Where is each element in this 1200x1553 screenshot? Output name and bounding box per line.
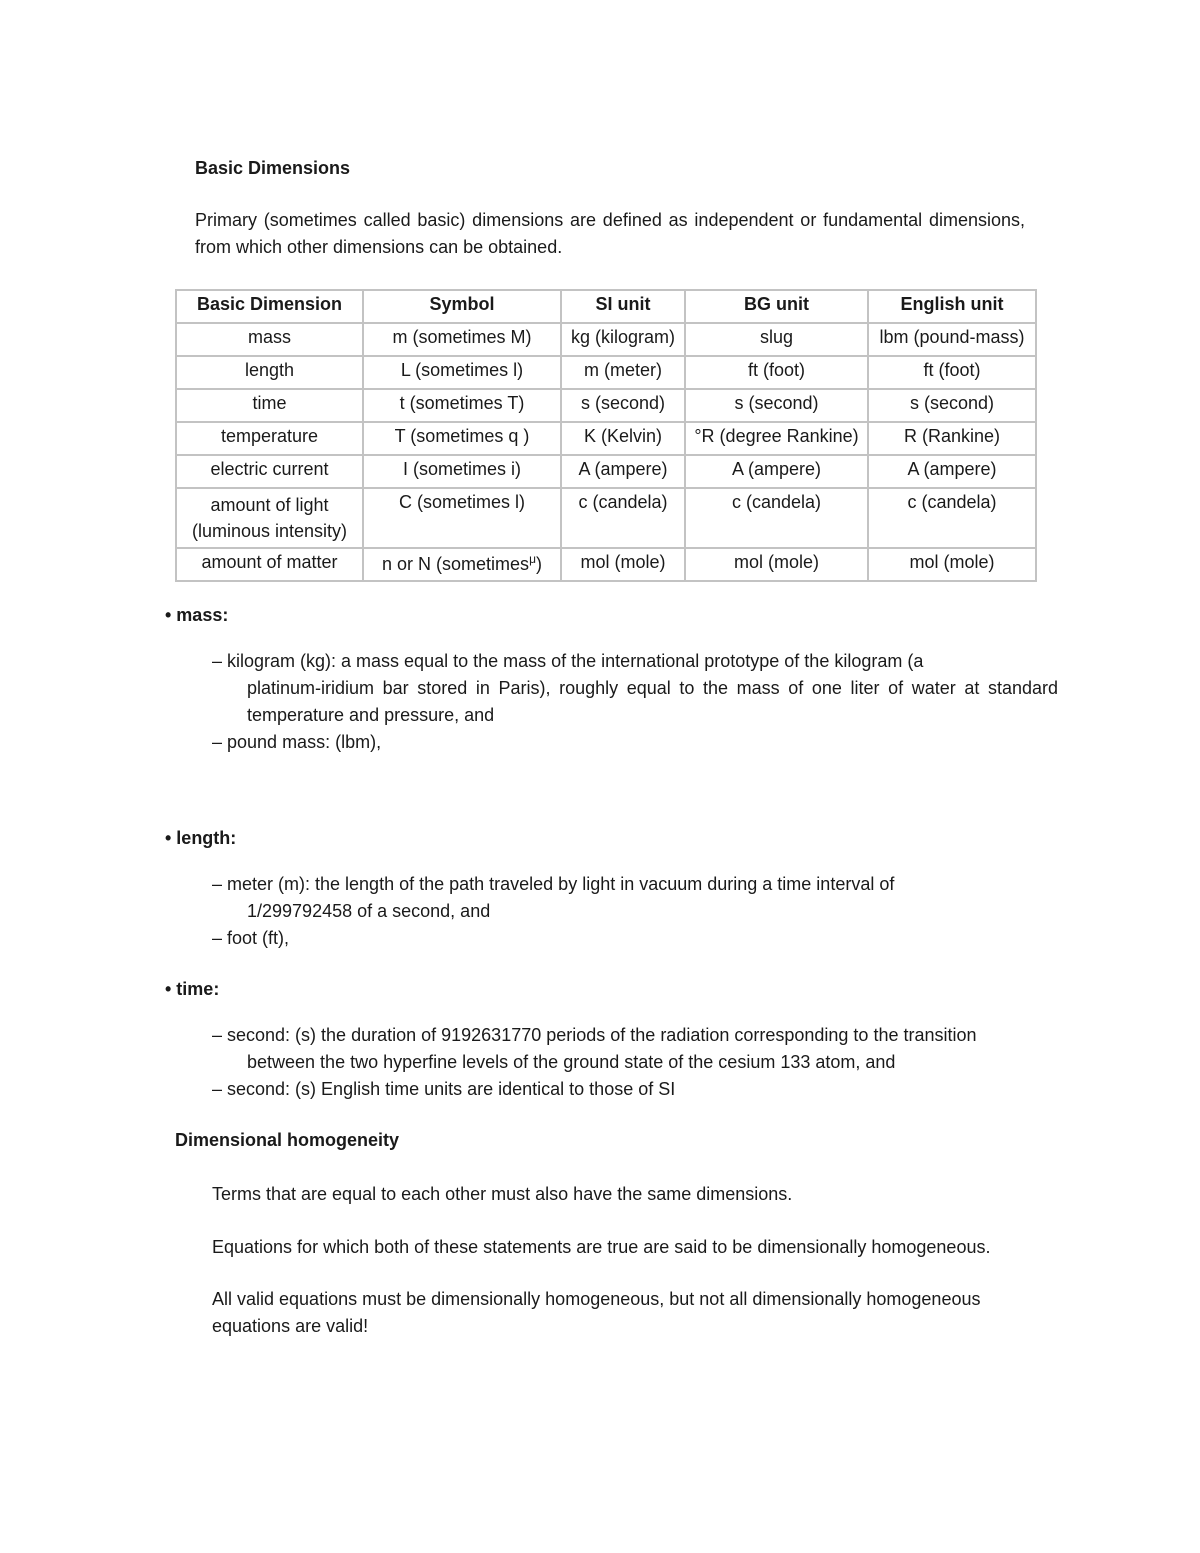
header-cell: English unit <box>868 290 1036 323</box>
table-cell: s (second) <box>868 389 1036 422</box>
homogeneity-paragraph-1: Terms that are equal to each other must also have the same dimensions. <box>212 1184 793 1204</box>
table-row <box>176 455 1036 488</box>
table-cell: L (sometimes l) <box>363 356 561 389</box>
table-cell-two-line <box>176 488 363 548</box>
table-cell: c (candela) <box>561 488 685 548</box>
header-cell: Symbol <box>363 290 561 323</box>
table-cell: I (sometimes i) <box>363 455 561 488</box>
table-cell: length <box>176 356 363 389</box>
table-cell: ft (foot) <box>685 356 868 389</box>
homogeneity-paragraph-3: All valid equations must be dimensionally homogeneous, but not all dimensionally homogeneous equations are valid! <box>212 1289 981 1336</box>
table-cell: A (ampere) <box>561 455 685 488</box>
table-header-row <box>176 290 1036 323</box>
table-row <box>176 548 1036 581</box>
header-cell: BG unit <box>685 290 868 323</box>
table-cell: slug <box>685 323 868 356</box>
table-cell: K (Kelvin) <box>561 422 685 455</box>
intro-paragraph: Primary (sometimes called basic) dimensions are defined as independent or fundamental dimensions, from which other dimensions can be obtained. <box>195 210 1025 257</box>
homogeneity-heading: Dimensional homogeneity <box>175 1130 400 1150</box>
table-cell: mol (mole) <box>685 548 868 581</box>
header-cell: Basic Dimension <box>176 290 363 323</box>
table-cell: electric current <box>176 455 363 488</box>
table-cell: A (ampere) <box>685 455 868 488</box>
homogeneity-paragraph-2: Equations for which both of these statements are true are said to be dimensionally homogeneous. <box>212 1237 991 1257</box>
table-row <box>176 323 1036 356</box>
time-heading: • time: <box>165 979 220 999</box>
table-cell: s (second) <box>685 389 868 422</box>
table-row <box>176 389 1036 422</box>
second-definition: – second: (s) the duration of 9192631770 periods of the radiation corresponding to the transition between the two hyperfine levels of the ground state of the cesium 133 atom, and <box>212 1025 977 1072</box>
table-row <box>176 488 1036 548</box>
table-cell: temperature <box>176 422 363 455</box>
table-cell: m (meter) <box>561 356 685 389</box>
cell-line: amount of light <box>210 495 329 515</box>
table-cell: °R (degree Rankine) <box>685 422 868 455</box>
meter-definition: – meter (m): the length of the path traveled by light in vacuum during a time interval of 1/299792458 of a second, and <box>212 874 895 921</box>
table-cell: mol (mole) <box>561 548 685 581</box>
table-cell: T (sometimes q ) <box>363 422 561 455</box>
table-cell: mass <box>176 323 363 356</box>
table-row <box>176 422 1036 455</box>
table-cell: mol (mole) <box>868 548 1036 581</box>
header-cell: SI unit <box>561 290 685 323</box>
table-cell: amount of matter <box>176 548 363 581</box>
table-cell: t (sometimes T) <box>363 389 561 422</box>
table-cell: A (ampere) <box>868 455 1036 488</box>
section-title: Basic Dimensions <box>195 158 351 178</box>
table-cell: lbm (pound-mass) <box>868 323 1036 356</box>
table-row <box>176 356 1036 389</box>
table-cell: c (candela) <box>685 488 868 548</box>
table-cell: m (sometimes M) <box>363 323 561 356</box>
table-cell: ft (foot) <box>868 356 1036 389</box>
mu-symbol: μ <box>529 552 536 566</box>
table-cell: s (second) <box>561 389 685 422</box>
pound-mass-definition: – pound mass: (lbm), <box>212 732 382 752</box>
mass-heading: • mass: <box>165 605 229 625</box>
table-cell-symbol-mu: n or N (sometimes$^\mu$) <box>363 548 561 581</box>
table-cell: time <box>176 389 363 422</box>
table-cell: kg (kilogram) <box>561 323 685 356</box>
table-cell: C (sometimes l) <box>363 488 561 548</box>
dimensions-table <box>175 289 1037 582</box>
table-cell: c (candela) <box>868 488 1036 548</box>
english-second-definition: – second: (s) English time units are identical to those of SI <box>212 1079 676 1099</box>
kilogram-definition: – kilogram (kg): a mass equal to the mass of the international prototype of the kilogram (a platinum-iridium bar stored in Paris), roughly equal to the mass of one liter of water at standard temperature and pressure, and <box>212 651 1058 725</box>
foot-definition: – foot (ft), <box>212 928 290 948</box>
cell-line: (luminous intensity) <box>191 521 348 541</box>
table-cell: R (Rankine) <box>868 422 1036 455</box>
length-heading: • length: <box>165 828 237 848</box>
